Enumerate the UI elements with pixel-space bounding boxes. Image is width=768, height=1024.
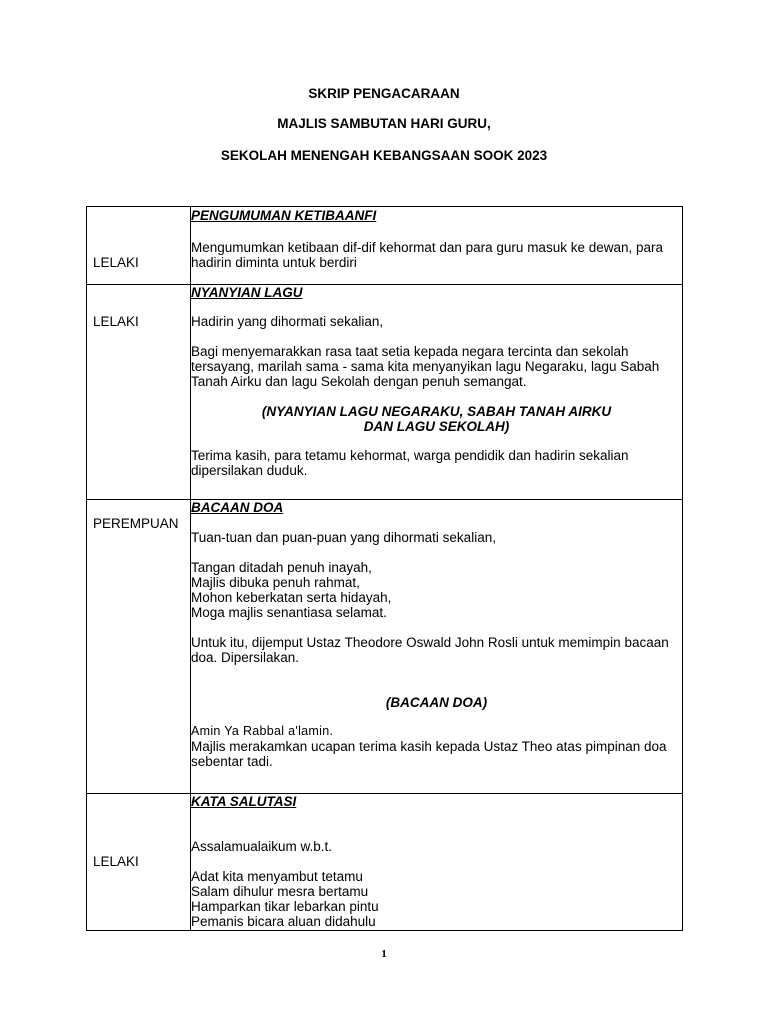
page-number: 1 — [381, 948, 387, 960]
paragraph: Tuan-tuan dan puan-puan yang dihormati sekalian, — [191, 530, 496, 545]
paragraph: Terima kasih, para tetamu kehormat, warga pendidik dan hadirin sekalian dipersilakan duduk. — [191, 448, 629, 478]
content-cell — [191, 794, 683, 931]
table-row — [87, 794, 683, 931]
script-table — [86, 206, 683, 931]
speaker-label: LELAKI — [93, 314, 139, 329]
verse-line: Adat kita menyambut tetamu — [191, 869, 363, 884]
verse-line: Pemanis bicara aluan didahulu — [191, 914, 376, 929]
paragraph: Untuk itu, dijemput Ustaz Theodore Oswald John Rosli untuk memimpin bacaan doa. Dipersilakan. — [191, 635, 669, 665]
speaker-cell — [87, 500, 191, 794]
verse-line: Hamparkan tikar lebarkan pintu — [191, 899, 379, 914]
content-cell — [191, 207, 683, 285]
speaker-label: PEREMPUAN — [93, 516, 179, 531]
speaker-cell — [87, 207, 191, 285]
paragraph: Majlis merakamkan ucapan terima kasih kepada Ustaz Theo atas pimpinan doa sebentar tadi. — [191, 739, 667, 769]
section-heading: BACAAN DOA — [191, 500, 284, 515]
stage-cue: DAN LAGU SEKOLAH) — [363, 419, 510, 434]
school-title: SEKOLAH MENENGAH KEBANGSAAN SOOK 2023 — [220, 148, 548, 163]
section-heading: PENGUMUMAN KETIBAANFI — [191, 208, 377, 223]
verse-line: Mohon keberkatan serta hidayah, — [191, 590, 392, 605]
speaker-label: LELAKI — [93, 255, 139, 270]
table-row — [87, 285, 683, 500]
script-title: SKRIP PENGACARAAN — [308, 86, 460, 101]
section-heading: KATA SALUTASI — [191, 794, 297, 809]
verse-line: Tangan ditadah penuh inayah, — [191, 560, 372, 575]
paragraph: Assalamualaikum w.b.t. — [191, 839, 333, 854]
event-title: MAJLIS SAMBUTAN HARI GURU, — [277, 116, 491, 131]
stage-cue: (NYANYIAN LAGU NEGARAKU, SABAH TANAH AIRKU — [261, 404, 612, 419]
section-heading: NYANYIAN LAGU — [191, 285, 303, 300]
verse-line: Majlis dibuka penuh rahmat, — [191, 575, 360, 590]
table-row — [87, 207, 683, 285]
speaker-label: LELAKI — [93, 854, 139, 869]
verse-line: Salam dihulur mesra bertamu — [191, 884, 369, 899]
speaker-cell — [87, 285, 191, 500]
paragraph: Bagi menyemarakkan rasa taat setia kepada negara tercinta dan sekolah tersayang, marilah sama - sama kita menyanyikan lagu Negaraku, lagu Sabah Tanah Airku dan lagu Sekolah dengan penuh semangat. — [191, 344, 660, 389]
paragraph: Mengumumkan ketibaan dif-dif kehormat dan para guru masuk ke dewan, para hadirin diminta untuk berdiri — [191, 240, 664, 270]
paragraph: Hadirin yang dihormati sekalian, — [191, 314, 384, 329]
table-row — [87, 500, 683, 794]
content-cell — [191, 285, 683, 500]
stage-cue: (BACAAN DOA) — [385, 695, 488, 710]
closing-prayer: Amin Ya Rabbal a'lamin. — [191, 724, 334, 738]
content-cell — [191, 500, 683, 794]
verse-line: Moga majlis senantiasa selamat. — [191, 605, 387, 620]
speaker-cell — [87, 794, 191, 931]
